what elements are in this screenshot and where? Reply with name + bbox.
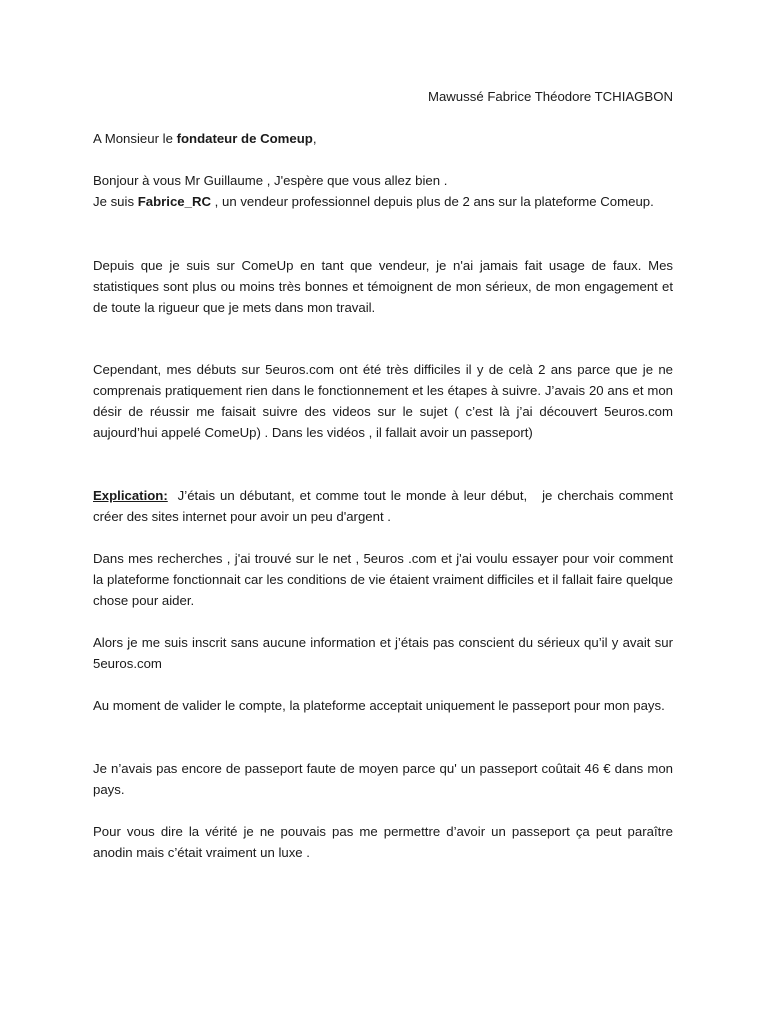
paragraph-research: Dans mes recherches , j'ai trouvé sur le net , 5euros .com et j'ai voulu essayer pour voir comment la plateforme fonctionnait car les conditions de vie étaient vraiment difficiles et il fallait faire quelque chose pour aider. [93, 551, 673, 608]
salutation-suffix: , [312, 131, 317, 146]
paragraph-statistics: Depuis que je suis sur ComeUp en tant que vendeur, je n'ai jamais fait usage de faux. Mes statistiques sont plus ou moins très bonnes et témoignent de mon sérieux, de mon engagement et de toute la rigueur que je mets dans mon travail. [93, 258, 673, 315]
salutation-prefix: A Monsieur le [93, 131, 177, 146]
letter-page [93, 0, 677, 1024]
paragraph-beginnings: Cependant, mes débuts sur 5euros.com ont été très difficiles il y de celà 2 ans parce que je ne comprenais pratiquement rien dans le fonctionnement et les étapes à suivre. J’avais 20 ans et mon désir de réussir me faisait suivre des videos sur le sujet ( c’est là j’ai découvert 5euros.com aujourd’hui appelé ComeUp) . Dans les vidéos , il fallait avoir un passeport) [93, 362, 673, 440]
paragraph-passport-cost: Je n’avais pas encore de passeport faute de moyen parce qu' un passeport coûtait 46 € dans mon pays. [93, 761, 673, 797]
paragraph-explication [93, 485, 677, 527]
salutation [93, 128, 673, 149]
seller-username: Fabrice_RC [137, 194, 212, 209]
paragraph-registration: Alors je me suis inscrit sans aucune information et j’étais pas conscient du sérieux qu’il y avait sur 5euros.com [93, 635, 673, 671]
paragraph-validation: Au moment de valider le compte, la plateforme acceptait uniquement le passeport pour mon pays. [93, 698, 665, 713]
explication-label: Explication: [93, 488, 168, 503]
paragraph-luxury: Pour vous dire la vérité je ne pouvais pas me permettre d’avoir un passeport ça peut paraître anodin mais c’était vraiment un luxe . [93, 824, 673, 860]
intro-paragraph [93, 191, 673, 212]
explication-text: J’étais un débutant, et comme tout le monde à leur début, je cherchais comment créer des sites internet pour avoir un peu d'argent . [93, 488, 677, 524]
intro-prefix: Je suis [93, 194, 138, 209]
greeting: Bonjour à vous Mr Guillaume , J'espère que vous allez bien . [93, 173, 448, 188]
intro-suffix: , un vendeur professionnel depuis plus de 2 ans sur la plateforme Comeup. [211, 194, 654, 209]
salutation-recipient: fondateur de Comeup [176, 131, 313, 146]
sender-name: Mawussé Fabrice Théodore TCHIAGBON [427, 89, 673, 104]
